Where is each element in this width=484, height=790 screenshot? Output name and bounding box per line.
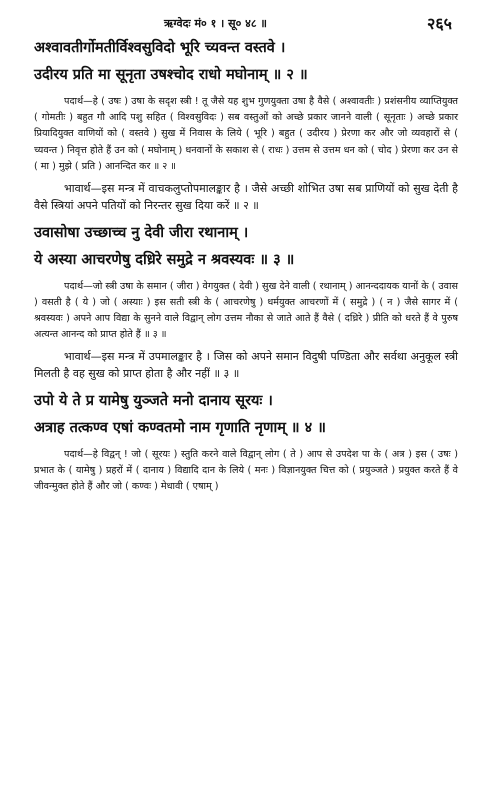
running-title: ऋग्वेदः मं० १ । सू० ४८ ॥ xyxy=(164,17,268,30)
mantra-2-padartha: पदार्थ—हे ( उषः ) उषा के सदृश स्त्री ! तू जैसे यह शुभ गुणयुक्ता उषा है वैसे ( अश्वावतीः ) प्रशंसनीय व्याप्तियुक्त ( गोमतीः ) बहुत गौ आदि पशु सहित ( विश्वसुविदः ) सब वस्तुओं को अच्छे प्रकार जानने वाली ( सूनृताः ) अच्छे प्रकार प्रियादियुक्त वाणियों को ( वस्तवे ) सुख में निवास के लिये ( भूरि ) बहुत ( उदीरय ) प्रेरणा कर और जो व्यवहारों से ( च्यवन्त ) निवृत्त होते हैं उन को ( मघोनाम् ) धनवानों के सकाश से ( राधः ) उत्तम से उत्तम धन को ( चोद ) प्रेरणा कर उन से ( मा ) मुझे ( प्रति ) आनन्दित कर ॥ २ ॥ xyxy=(34,96,458,172)
mantra-2-line-1: अश्वावतीर्गोमतीर्विश्वसुविदो भूरि च्यवन्त वस्तवे । xyxy=(34,39,286,56)
mantra-3-line-2: ये अस्या आचरणेषु दध्रिरे समुद्रे न श्रवस्यवः ॥ ३ ॥ xyxy=(34,250,295,268)
mantra-4-line-2: अत्राह तत्कण्व एषां कण्वतमो नाम गृणाति नृणाम् ॥ ४ ॥ xyxy=(34,419,326,437)
mantra-4-padartha: पदार्थ—हे विद्वन् ! जो ( सूरयः ) स्तुति करने वाले विद्वान् लोग ( ते ) आप से उपदेश पा के ( अत्र ) इस ( उषः ) प्रभात के ( यामेषु ) प्रहरों में ( दानाय ) विद्यादि दान के लिये ( मनः ) विज्ञानयुक्त चित्त को ( प्रयुञ्जते ) प्रयुक्त करते हैं वे जीवन्मुक्त होते हैं और जो ( कण्वः ) मेधावी ( एषाम् ) xyxy=(34,449,458,493)
mantra-4-line-1: उपो ये ते प्र यामेषु युञ्जते मनो दानाय सूरयः । xyxy=(34,392,273,410)
mantra-3-line-1: उवासोषा उच्छाच्च नु देवी जीरा रथानाम् । xyxy=(34,223,249,241)
mantra-3-padartha: पदार्थ—जो स्त्री उषा के समान ( जीरा ) वेगयुक्त ( देवी ) सुख देने वाली ( रथानाम् ) आनन्ददायक यानों के ( उवास ) वसती है ( ये ) जो ( अस्याः ) इस सती स्त्री के ( आचरणेषु ) धर्मयुक्त आचरणों में ( समुद्रे ) ( न ) जैसे सागर में ( श्रवस्यवः ) अपने आप विद्या के सुनने वाले विद्वान् लोग उत्तम नौका से जाते आते हैं वैसे ( दध्रिरे ) प्रीति को धरते हैं वे पुरुष अत्यन्त आनन्द को प्राप्त होते हैं ॥ ३ ॥ xyxy=(34,280,458,341)
mantra-2-bhavartha: भावार्थ—इस मन्त्र में वाचकलुप्तोपमालङ्कार है । जैसे अच्छी शोभित उषा सब प्राणियों को सुख देती है वैसे स्त्रियां अपने पतियों को निरन्तर सुख दिया करें ॥ २ ॥ xyxy=(34,182,458,212)
page-number: २६५ xyxy=(427,14,452,33)
mantra-2-line-2: उदीरय प्रति मा सूनृता उषश्चोद राधो मघोनाम् ॥ २ ॥ xyxy=(34,66,308,83)
mantra-3-bhavartha: भावार्थ—इस मन्त्र में उपमालङ्कार है । जिस को अपने समान विदुषी पण्डिता और सर्वथा अनुकूल स्त्री मिलती है वह सुख को प्राप्त होता है और नहीं ॥ ३ ॥ xyxy=(34,350,458,381)
page-header xyxy=(34,10,458,32)
